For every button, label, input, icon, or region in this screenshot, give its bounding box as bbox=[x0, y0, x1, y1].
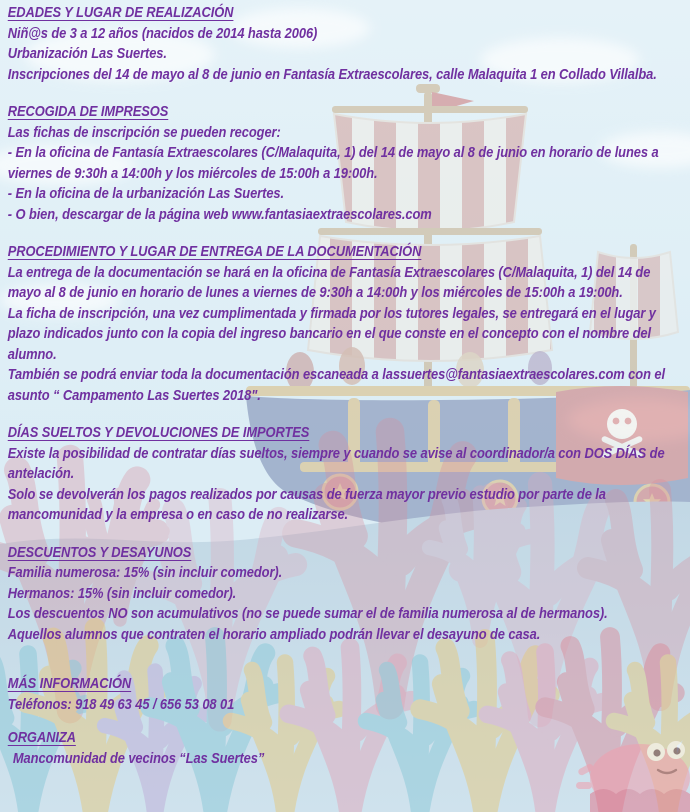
paragraph: Urbanización Las Suertes. bbox=[7, 45, 167, 62]
paragraph: Familia numerosa: 15% (sin incluir comedor). bbox=[7, 564, 283, 581]
paragraph: Hermanos: 15% (sin incluir comedor). bbox=[7, 584, 237, 602]
section-heading-descuentos: DESCUENTOS Y DESAYUNOS bbox=[7, 543, 192, 561]
paragraph: La entrega de la documentación se hará en la oficina de Fantasía Extraescolares (C/Malaquita, 1) del 14 de mayo al 8 de junio en horario de lunes a viernes de 9:30h a 14:00h y los miércoles de 15:00h a 19:00h. bbox=[7, 263, 651, 301]
paragraph-phones: Teléfonos: 918 49 63 45 / 656 53 08 01 bbox=[7, 695, 235, 713]
section-heading-dias-sueltos: DÍAS SUELTOS Y DEVOLUCIONES DE IMPORTES bbox=[7, 424, 310, 441]
section-procedimiento bbox=[8, 242, 681, 406]
paragraph: - En la oficina de la urbanización Las Suertes. bbox=[7, 185, 285, 202]
section-heading-edades: EDADES Y LUGAR DE REALIZACIÓN bbox=[7, 4, 234, 21]
paragraph: Niñ@s de 3 a 12 años (nacidos de 2014 hasta 2006) bbox=[7, 24, 318, 42]
paragraph: Aquellos alumnos que contraten el horario ampliado podrán llevar el desayuno de casa. bbox=[7, 625, 541, 643]
section-heading-procedimiento: PROCEDIMIENTO Y LUGAR DE ENTREGA DE LA DOCUMENTACIÓN bbox=[7, 243, 422, 260]
section-edades bbox=[8, 3, 681, 85]
section-dias-sueltos bbox=[8, 423, 681, 526]
paragraph-organizer: Mancomunidad de vecinos “Las Suertes” bbox=[12, 749, 265, 767]
paragraph: Solo se devolverán los pagos realizados por causas de fuerza mayor previo estudio por parte de la mancomunidad y la empresa o en caso de no realizarse. bbox=[7, 485, 606, 523]
paragraph: Inscripciones del 14 de mayo al 8 de junio en Fantasía Extraescolares, calle Malaquita 1 en Collado Villalba. bbox=[7, 65, 657, 83]
section-mas-informacion bbox=[8, 674, 681, 715]
section-descuentos bbox=[8, 543, 681, 646]
section-recogida bbox=[8, 102, 681, 225]
paragraph-email: También se podrá enviar toda la documentación escaneada a lassuertes@fantasiaextraescolares.com con el asunto “ Campamento Las Suertes 2018". bbox=[7, 366, 665, 404]
paragraph: Existe la posibilidad de contratar días sueltos, siempre y cuando se avise al coordinador/a con DOS DÍAS de antelación. bbox=[7, 444, 665, 482]
section-heading-recogida: RECOGIDA DE IMPRESOS bbox=[7, 103, 169, 120]
paragraph: Las fichas de inscripción se pueden recoger: bbox=[7, 123, 281, 141]
section-organiza bbox=[8, 728, 681, 769]
paragraph: Los descuentos NO son acumulativos (no se puede sumar el de familia numerosa al de hermanos). bbox=[7, 605, 608, 622]
paragraph: La ficha de inscripción, una vez cumplimentada y firmada por los tutores legales, se entregará en el lugar y plazo indicados junto con la copia del ingreso bancario en el que conste en el concepto con el nombre del alumno. bbox=[7, 304, 656, 363]
section-heading-organiza: ORGANIZA bbox=[7, 729, 76, 746]
paragraph: - En la oficina de Fantasía Extraescolares (C/Malaquita, 1) del 14 de mayo al 8 de junio en horario de lunes a viernes de 9:30h a 14:00h y los miércoles de 15:00h a 19:00h. bbox=[7, 144, 659, 182]
section-heading-mas-informacion: MÁS INFORMACIÓN bbox=[7, 675, 132, 692]
paragraph-website: - O bien, descargar de la página web www.fantasiaextraescolares.com bbox=[7, 205, 432, 223]
